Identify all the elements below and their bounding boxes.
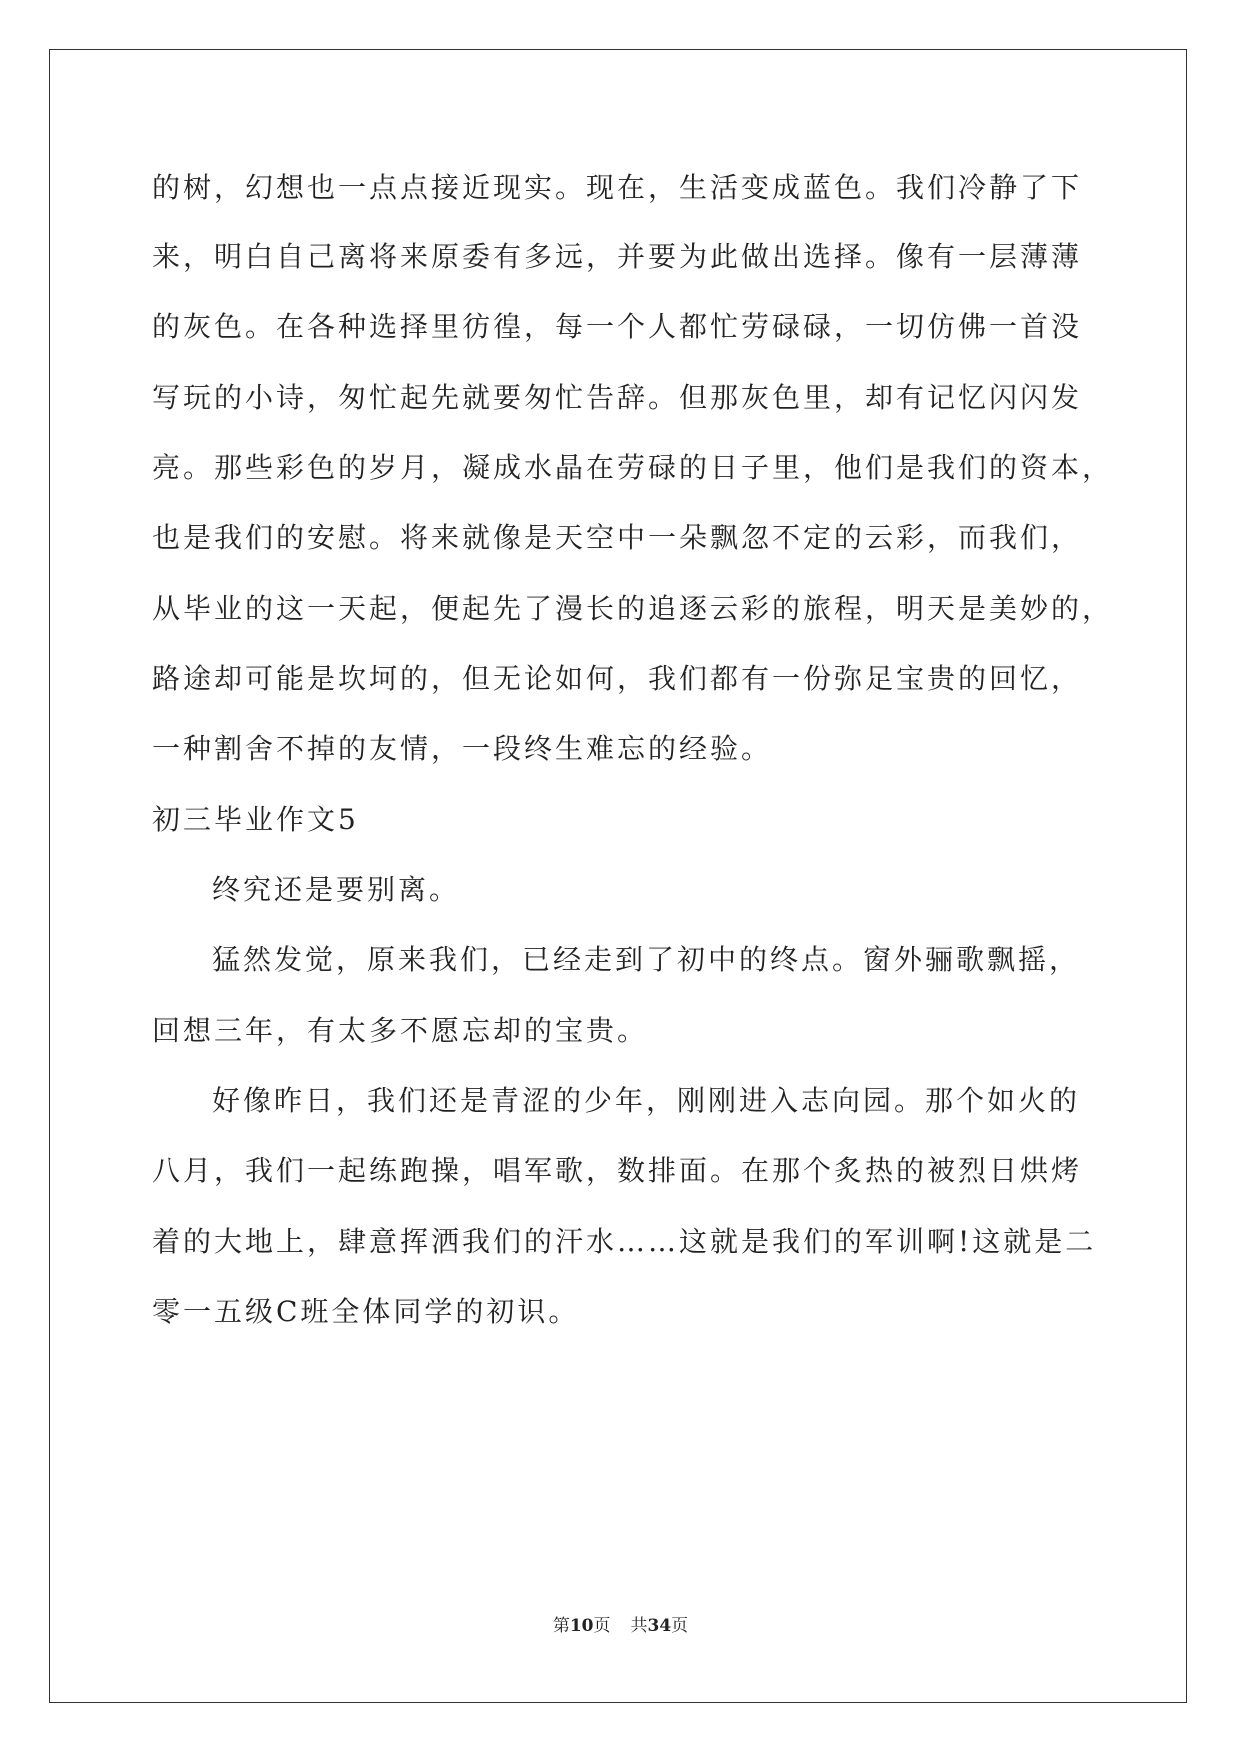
page-suffix: 页: [593, 1616, 611, 1636]
total-pages: 34: [647, 1616, 672, 1636]
text-line: 的树，幻想也一点点接近现实。现在，生活变成蓝色。我们冷静了下: [152, 171, 1083, 204]
text-line: 来，明白自己离将来原委有多远，并要为此做出选择。像有一层薄薄: [152, 240, 1083, 273]
paragraph-first-line: 猛然发觉，原来我们，已经走到了初中的终点。窗外骊歌飘摇，: [212, 943, 1081, 976]
paragraph-first-line: 终究还是要别离。: [212, 873, 461, 906]
text-line: 亮。那些彩色的岁月，凝成水晶在劳碌的日子里，他们是我们的资本，: [152, 451, 1114, 484]
paragraph-first-line: 好像昨日，我们还是青涩的少年，刚刚进入志向园。那个如火的: [212, 1084, 1081, 1117]
total-suffix: 页: [671, 1616, 689, 1636]
text-line: 从毕业的这一天起，便起先了漫长的追逐云彩的旅程，明天是美妙的，: [152, 592, 1114, 625]
page-prefix: 第: [552, 1616, 570, 1636]
text-line: 的灰色。在各种选择里彷徨，每一个人都忙劳碌碌，一切仿佛一首没: [152, 310, 1083, 343]
page-footer: [0, 1614, 1241, 1638]
text-line: 八月，我们一起练跑操，唱军歌，数排面。在那个炙热的被烈日烘烤: [152, 1154, 1083, 1187]
total-prefix: 共: [630, 1616, 648, 1636]
text-line: 回想三年，有太多不愿忘却的宝贵。: [152, 1014, 649, 1047]
text-line: 着的大地上，肆意挥洒我们的汗水……这就是我们的军训啊!这就是二: [152, 1225, 1097, 1258]
section-heading: 初三毕业作文5: [152, 803, 359, 836]
text-line: 一种割舍不掉的友情，一段终生难忘的经验。: [152, 732, 773, 765]
page-number: 10: [569, 1616, 594, 1636]
text-line: 零一五级C班全体同学的初识。: [152, 1295, 580, 1328]
text-line: 路途却可能是坎坷的，但无论如何，我们都有一份弥足宝贵的回忆，: [152, 662, 1083, 695]
text-line: 也是我们的安慰。将来就像是天空中一朵飘忽不定的云彩，而我们，: [152, 521, 1083, 554]
text-line: 写玩的小诗，匆忙起先就要匆忙告辞。但那灰色里，却有记忆闪闪发: [152, 381, 1083, 414]
